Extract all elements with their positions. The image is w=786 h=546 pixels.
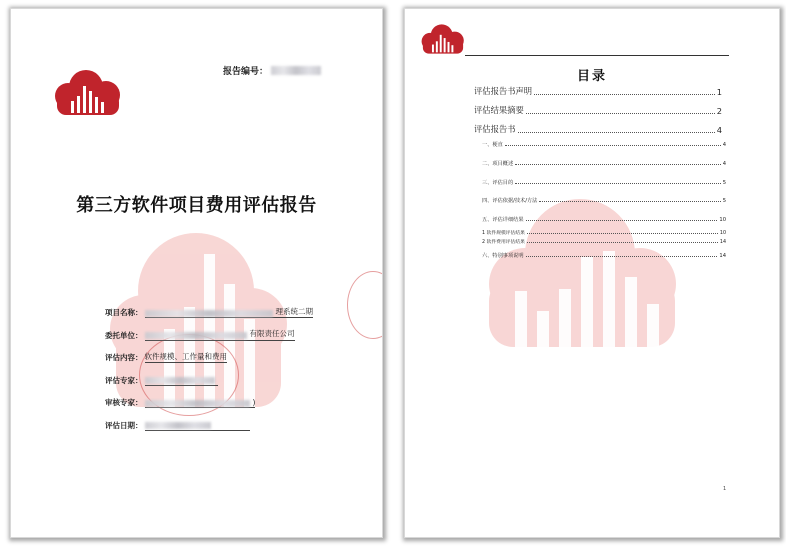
page-number: 1	[723, 486, 727, 492]
report-number-label: 报告编号：	[223, 67, 269, 77]
toc-entry-page: 5	[722, 180, 726, 186]
field-label: 评估内容：	[105, 353, 143, 363]
field-value	[145, 306, 314, 319]
evaluator-row	[105, 376, 370, 386]
field-value	[145, 422, 250, 431]
dot-leader	[527, 233, 718, 234]
reviewer-row	[105, 398, 370, 408]
redacted-text	[145, 310, 273, 317]
dot-leader	[539, 201, 720, 202]
redacted-text	[145, 422, 211, 429]
dot-leader	[505, 145, 721, 146]
field-value	[145, 398, 256, 409]
toc-entry[interactable]	[482, 179, 726, 186]
toc-entry-page: 10	[719, 217, 726, 223]
toc-entry-page: 4	[722, 142, 726, 148]
toc-entry-page: 4	[716, 125, 722, 135]
toc-entry-label: 六、特别事项说明	[482, 253, 524, 259]
field-value-text: 理系统二期	[275, 306, 313, 316]
toc-page	[404, 8, 780, 538]
toc-entry-page: 5	[722, 198, 726, 204]
report-title: 第三方软件项目费用评估报告	[76, 195, 317, 216]
project-name-row	[105, 308, 370, 318]
field-value-text: )	[252, 397, 256, 407]
toc-entry-label: 五、评估详细结果	[482, 217, 524, 223]
field-value	[145, 377, 218, 386]
toc-entry-label: 2 软件费用评估结果	[482, 240, 525, 245]
toc-entry-label: 评估结果摘要	[474, 105, 524, 115]
toc-entry[interactable]	[482, 197, 726, 204]
redacted-text	[145, 377, 215, 384]
field-value	[145, 328, 295, 341]
redacted-report-number	[271, 66, 321, 75]
toc-entry-label: 四、评估依据/技术/方法	[482, 198, 538, 204]
redacted-text	[145, 400, 250, 407]
company-logo	[51, 69, 125, 119]
toc-entry[interactable]	[482, 238, 726, 245]
field-label: 评估专家：	[105, 375, 143, 385]
field-label: 项目名称：	[105, 308, 143, 317]
toc-entry-label: 评估报告书	[474, 124, 516, 134]
toc-entry-label: 一、梗直	[482, 142, 503, 148]
dot-leader	[515, 164, 721, 165]
dot-leader	[518, 132, 715, 133]
dot-leader	[527, 242, 718, 243]
dot-leader	[526, 113, 715, 114]
report-info	[105, 308, 370, 444]
toc-entry-label: 评估报告书声明	[474, 86, 533, 96]
toc-title: 目录	[576, 69, 607, 84]
toc-entry-page: 1	[716, 87, 722, 97]
dot-leader	[534, 94, 715, 95]
toc-entry[interactable]	[482, 252, 726, 259]
toc-entry[interactable]	[474, 123, 722, 135]
dot-leader	[526, 220, 718, 221]
toc-entry[interactable]	[482, 141, 726, 148]
toc-entry-page: 14	[719, 253, 726, 259]
header-rule	[465, 55, 729, 56]
field-value	[145, 351, 228, 364]
content-row	[105, 353, 370, 363]
field-value-text: 软件规模、工作量和费用	[144, 351, 227, 361]
toc-entry-page: 14	[719, 240, 726, 245]
dot-leader	[526, 256, 718, 257]
toc-entry-label: 二、项目概述	[482, 161, 514, 167]
field-label: 审核专家：	[105, 398, 143, 408]
company-logo	[419, 23, 467, 57]
toc-entry[interactable]	[482, 229, 726, 236]
toc-entry[interactable]	[482, 216, 726, 223]
toc-entry-page: 2	[716, 106, 722, 116]
toc-entry-label: 1 软件规模评估结果	[482, 231, 525, 236]
evaluation-date-row	[105, 421, 370, 431]
toc-entry[interactable]	[474, 104, 722, 116]
field-label: 评估日期：	[105, 420, 143, 430]
client-row	[105, 331, 370, 341]
cover-page	[10, 8, 383, 538]
field-value-text: 有限责任公司	[249, 329, 295, 339]
toc-entry[interactable]	[482, 160, 726, 167]
toc-entry-label: 三、评估目的	[482, 180, 514, 186]
toc-entry-page: 4	[722, 161, 726, 167]
toc-entry-page: 10	[719, 231, 726, 236]
toc-entry[interactable]	[474, 85, 722, 97]
dot-leader	[515, 183, 721, 184]
redacted-text	[145, 332, 247, 339]
report-number	[223, 64, 321, 77]
field-label: 委托单位：	[105, 330, 143, 340]
